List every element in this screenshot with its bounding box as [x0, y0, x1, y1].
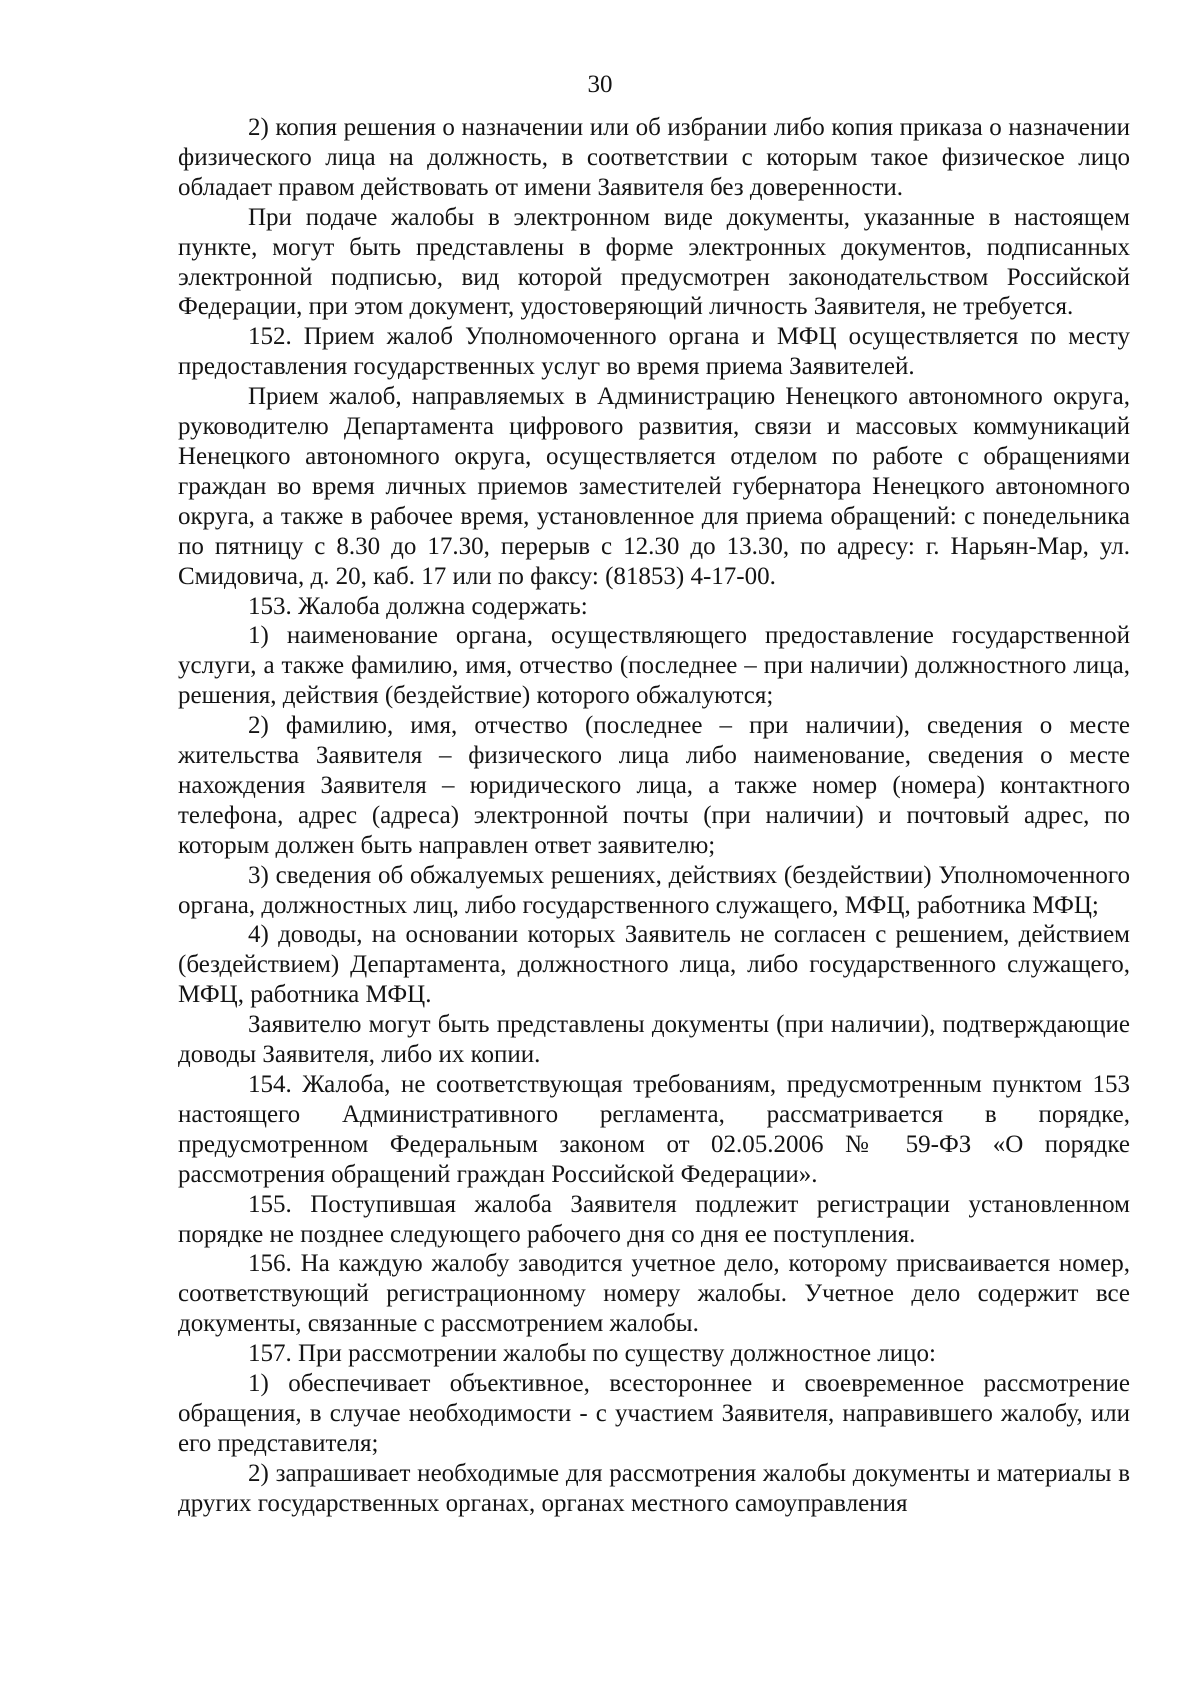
paragraph-154: 154. Жалоба, не соответствующая требованиям, предусмотренным пунктом 153 настоящего Административного регламента, рассматривается в порядке, предусмотренном Федеральным законом от 02.05.2006 № 59-ФЗ «О порядке рассмотрения обращений граждан Российской Федерации». [178, 1071, 1130, 1188]
document-body [178, 113, 1130, 1519]
paragraph-153-item-3: 3) сведения об обжалуемых решениях, действиях (бездействии) Уполномоченного органа, должностных лиц, либо государственного служащего, МФЦ, работника МФЦ; [178, 861, 1130, 919]
paragraph-supporting-documents: Заявителю могут быть представлены документы (при наличии), подтверждающие доводы Заявителя, либо их копии. [178, 1011, 1130, 1069]
paragraph-153-item-1: 1) наименование органа, осуществляющего предоставление государственной услуги, а также фамилию, имя, отчество (последнее – при наличии) должностного лица, решения, действия (бездействие) которого обжалуются; [178, 622, 1130, 710]
paragraph-156: 156. На каждую жалобу заводится учетное дело, которому присваивается номер, соответствующий регистрационному номеру жалобы. Учетное дело содержит все документы, связанные с рассмотрением жалобы. [178, 1250, 1130, 1338]
paragraph-152: 152. Прием жалоб Уполномоченного органа и МФЦ осуществляется по месту предоставления государственных услуг во время приема Заявителей. [178, 323, 1130, 381]
paragraph-item-2-copy-decision: 2) копия решения о назначении или об избрании либо копия приказа о назначении физического лица на должность, в соответствии с которым такое физическое лицо обладает правом действовать от имени Заявителя без доверенности. [178, 114, 1130, 201]
paragraph-157-item-2: 2) запрашивает необходимые для рассмотрения жалобы документы и материалы в других государственных органах, органах местного самоуправления [178, 1459, 1130, 1517]
paragraph-153-item-2: 2) фамилию, имя, отчество (последнее – при наличии), сведения о месте жительства Заявителя – физического лица либо наименование, сведения о месте нахождения Заявителя – юридического лица, а также номер (номера) контактного телефона, адрес (адреса) электронной почты (при наличии) и почтовый адрес, по которым должен быть направлен ответ заявителю; [178, 712, 1130, 859]
paragraph-157-item-1: 1) обеспечивает объективное, всестороннее и своевременное рассмотрение обращения, в случае необходимости - с участием Заявителя, направившего жалобу, или его представителя; [178, 1370, 1130, 1457]
paragraph-155: 155. Поступившая жалоба Заявителя подлежит регистрации установленном порядке не позднее следующего рабочего дня со дня ее поступления. [178, 1190, 1130, 1248]
paragraph-153: 153. Жалоба должна содержать: [248, 592, 588, 620]
page-number: 30 [587, 71, 613, 98]
paragraph-electronic-submission: При подаче жалобы в электронном виде документы, указанные в настоящем пункте, могут быть представлены в форме электронных документов, подписанных электронной подписью, вид которой предусмотрен законодательством Российской Федерации, при этом документ, удостоверяющий личность Заявителя, не требуется. [178, 203, 1130, 321]
paragraph-157: 157. При рассмотрении жалобы по существу должностное лицо: [248, 1340, 936, 1368]
paragraph-complaint-reception: Прием жалоб, направляемых в Администрацию Ненецкого автономного округа, руководителю Департамента цифрового развития, связи и массовых коммуникаций Ненецкого автономного округа, осуществляется отделом по работе с обращениями граждан во время личных приемов заместителей губернатора Ненецкого автономного округа, а также в рабочее время, установленное для приема обращений: с понедельника по пятницу с 8.30 до 17.30, перерыв с 12.30 до 13.30, по адресу: г. Нарьян-Мар, ул. Смидовича, д. 20, каб. 17 или по факсу: (81853) 4-17-00. [178, 383, 1130, 590]
paragraph-153-item-4: 4) доводы, на основании которых Заявитель не согласен с решением, действием (бездействием) Департамента, должностного лица, либо государственного служащего, МФЦ, работника МФЦ. [178, 921, 1130, 1009]
